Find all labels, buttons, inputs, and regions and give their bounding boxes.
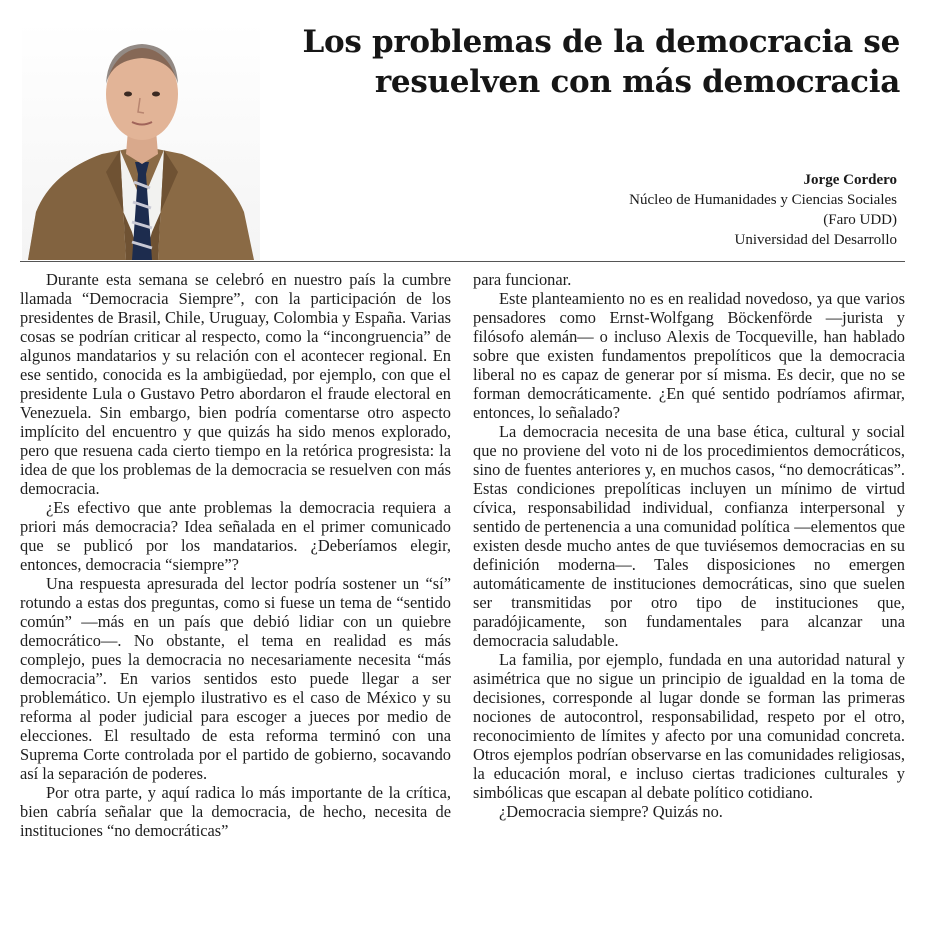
paragraph: Una respuesta apresurada del lector podría sostener un “sí” rotundo a estas dos preguntas, como si fuese un tema de “sentido común” —más en un país que debió lidiar con un quiebre democrático—. No obstante, el tema en realidad es más complejo, pues la democracia no necesariamente necesita “más democracia”. En varios sentidos esto puede llegar a ser problemático. Un ejemplo ilustrativo es el caso de México y su reforma al poder judicial para escoger a jueces por medio de elecciones. El resultado de esta reforma terminó con una Suprema Corte controlada por el partido de gobierno, socavando así la separación de poderes.: [20, 574, 451, 783]
author-photo: [22, 22, 260, 260]
author-name: Jorge Cordero: [803, 172, 897, 188]
author-affiliation-acronym: (Faro UDD): [823, 212, 897, 228]
headline: Los problemas de la democracia se resuelven con más democracia: [302, 24, 900, 100]
article-body: [20, 270, 905, 840]
author-portrait-illustration: [22, 22, 260, 260]
author-affiliation: Núcleo de Humanidades y Ciencias Sociales: [629, 192, 897, 208]
byline: [477, 170, 897, 250]
author-university: Universidad del Desarrollo: [734, 232, 897, 248]
paragraph: Por otra parte, y aquí radica lo más importante de la crítica, bien cabría señalar que la democracia, de hecho, necesita de instituciones “no democráticas”: [20, 783, 451, 840]
separator-rule: [20, 261, 905, 262]
paragraph: Durante esta semana se celebró en nuestro país la cumbre llamada “Democracia Siempre”, con la participación de los presidentes de Brasil, Chile, Uruguay, Colombia y España. Varias cosas se podrían criticar al respecto, como la “incongruencia” de algunos mandatarios y su relación con el acontecer regional. En ese sentido, conocida es la ambigüedad, por ejemplo, con que el presidente Lula o Gustavo Petro abordaron el fraude electoral en Venezuela. Sin embargo, bien podría comentarse otro aspecto implícito del encuentro y que quizás ha sido menos explorado, pero que resuena cada cierto tiempo en la retórica progresista: la idea de que los problemas de la democracia se resuelven con más democracia.: [20, 270, 451, 498]
paragraph-continuation: para funcionar.: [473, 270, 572, 289]
right-column: [473, 270, 905, 840]
paragraph: ¿Es efectivo que ante problemas la democracia requiera a priori más democracia? Idea señalada en el primer comunicado que se publicó por los mandatarios. ¿Deberíamos elegir, entonces, democracia “siempre”?: [20, 498, 451, 574]
paragraph: Este planteamiento no es en realidad novedoso, ya que varios pensadores como Ernst-Wolfgang Böckenförde —jurista y filósofo alemán— o incluso Alexis de Tocqueville, han hablado sobre que existen fundamentos prepolíticos que la democracia liberal no es capaz de generar por sí misma. Es decir, que no se forman democráticamente. ¿En qué sentido podríamos afirmar, entonces, lo señalado?: [473, 289, 905, 422]
paragraph: ¿Democracia siempre? Quizás no.: [499, 802, 723, 821]
paragraph: La familia, por ejemplo, fundada en una autoridad natural y asimétrica que no sigue un principio de igualdad en la toma de decisiones, corresponde al lugar donde se forman las primeras nociones de autocontrol, responsabilidad, respeto por el otro, reconocimiento de límites y afecto por una comunidad concreta. Otros ejemplos podrían observarse en las comunidades religiosas, la educación moral, e incluso ciertas tradiciones culturales y simbólicas que escapan al debate político cotidiano.: [473, 650, 905, 802]
left-column: [20, 270, 451, 840]
paragraph: La democracia necesita de una base ética, cultural y social que no proviene del voto ni de los procedimientos democráticos, sino de fuentes anteriores y, en muchos casos, “no democráticas”. Estas condiciones prepolíticas incluyen un mínimo de virtud cívica, responsabilidad individual, confianza interpersonal y sentido de pertenencia a una comunidad política —elementos que existen desde mucho antes de que tuviésemos democracias en su definición moderna—. Tales disposiciones no emergen automáticamente de instituciones democráticas, sino que suelen ser transmitidas por otro tipo de instituciones que, paradójicamente, son fundamentales para alcanzar una democracia saludable.: [473, 422, 905, 650]
